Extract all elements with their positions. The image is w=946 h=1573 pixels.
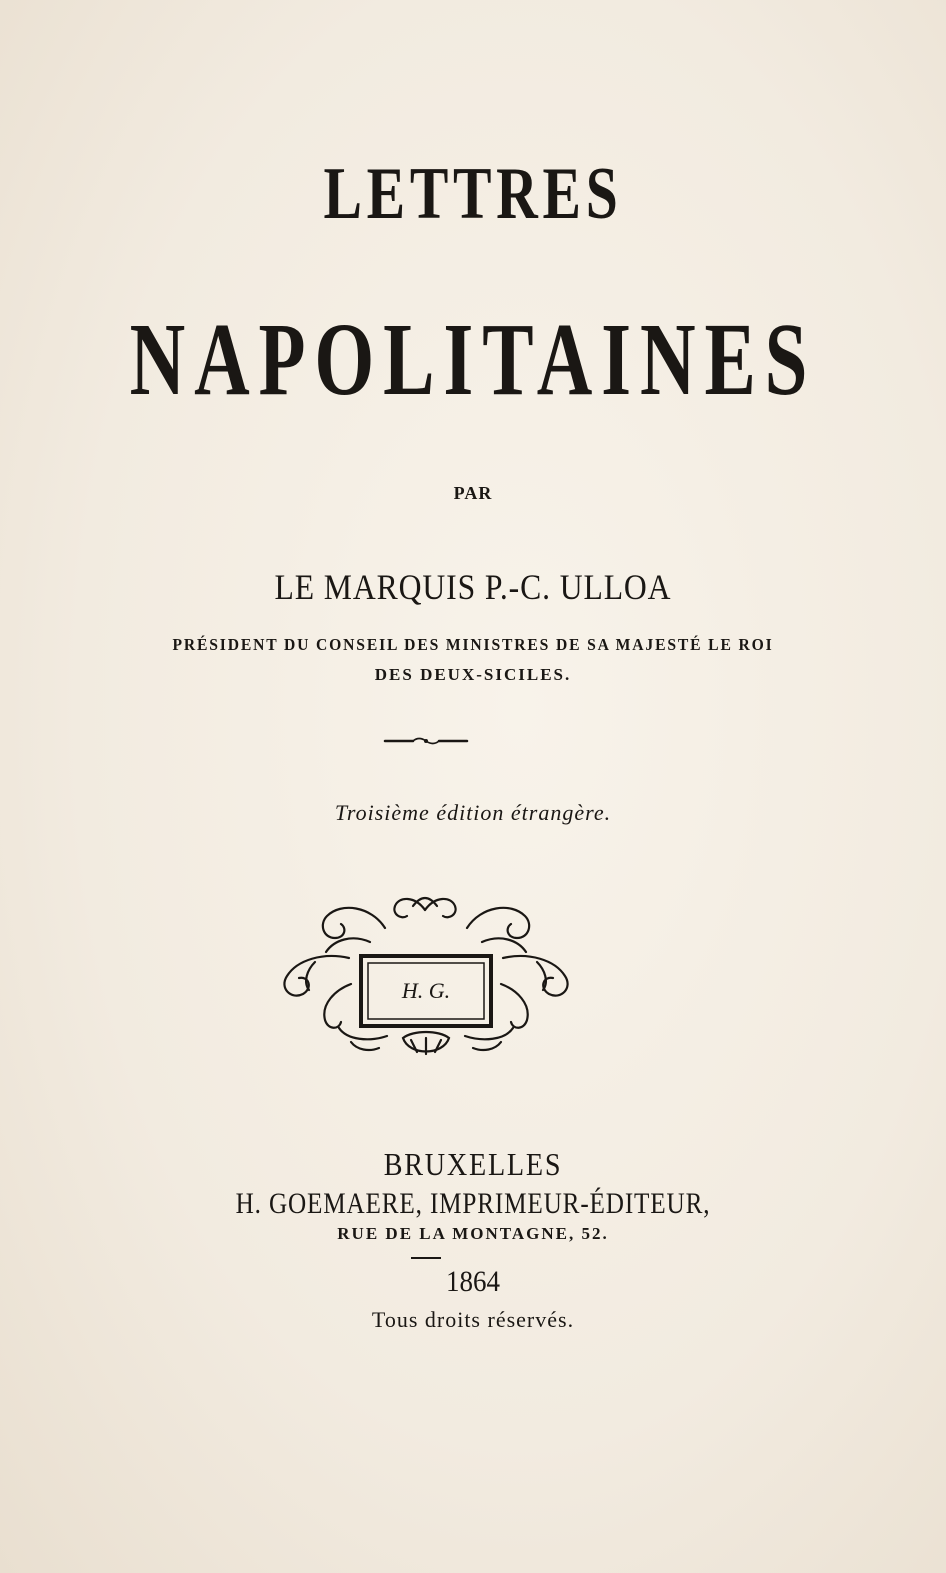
author-name: LE MARQUIS P.-C. ULLOA [274,567,672,607]
imprint-city: BRUXELLES [383,1146,563,1182]
ornamental-rule [383,734,469,748]
author-role-line-2: DES DEUX-SICILES. [374,665,572,684]
short-divider [411,1257,441,1259]
printer-device-ornament [275,888,577,1068]
title-line-1: LETTRES [323,153,623,235]
imprint-street: RUE DE LA MONTAGNE, 52. [337,1224,609,1243]
byline: PAR [453,483,493,503]
imprint-printer: H. GOEMAERE, IMPRIMEUR-ÉDITEUR, [235,1187,711,1220]
title-line-2: NAPOLITAINES [129,302,817,417]
author-role-line-1: PRÉSIDENT DU CONSEIL DES MINISTRES DE SA MAJESTÉ LE ROI [172,635,774,654]
device-monogram: H. G. [401,978,451,1003]
rights-statement: Tous droits réservés. [371,1307,575,1332]
edition-statement: Troisième édition étrangère. [334,800,612,825]
imprint-year: 1864 [446,1265,500,1298]
